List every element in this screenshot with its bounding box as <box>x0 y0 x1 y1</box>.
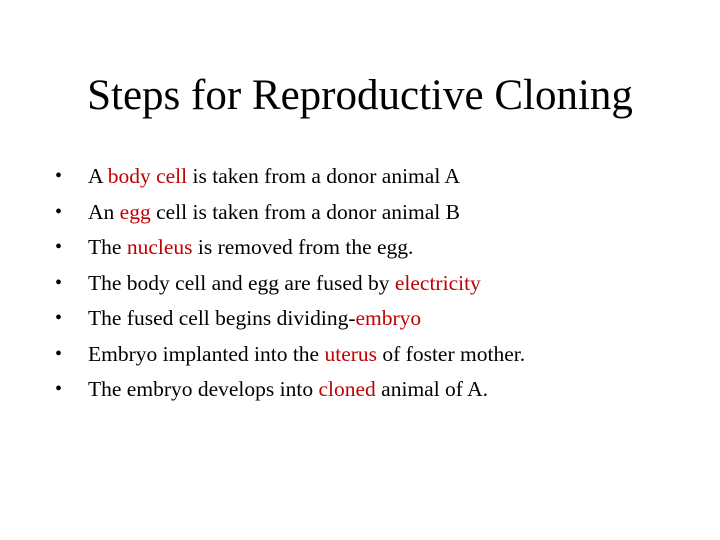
bullet-text-segment: cell is taken from a donor animal B <box>150 199 460 224</box>
highlighted-term: body cell <box>107 164 188 188</box>
bullet-text <box>88 374 488 404</box>
highlighted-term: cloned <box>318 377 376 401</box>
bullet-item <box>0 268 720 304</box>
bullet-point-icon: • <box>55 200 63 223</box>
bullet-text-segment: A <box>88 164 108 188</box>
bullet-text-segment: The body cell and egg are fused by <box>88 270 395 295</box>
bullet-text <box>88 303 421 333</box>
bullet-text <box>88 268 481 298</box>
bullet-point-icon: • <box>55 378 63 400</box>
bullet-item <box>0 303 720 339</box>
bullet-item <box>0 232 720 268</box>
bullet-item <box>0 161 720 197</box>
bullet-item <box>0 339 720 375</box>
highlighted-term: egg <box>119 199 151 224</box>
bullet-item <box>0 374 720 410</box>
bullet-text-segment: Embryo implanted into the <box>88 341 325 366</box>
bullet-text <box>88 197 460 227</box>
bullet-text-segment: is taken from a donor animal A <box>187 164 461 188</box>
bullet-text-segment: animal of A. <box>375 377 489 401</box>
bullet-list <box>0 161 720 410</box>
bullet-text-segment: The embryo develops into <box>88 377 319 401</box>
bullet-text <box>88 161 460 191</box>
highlighted-term: embryo <box>355 306 422 330</box>
bullet-text-segment: of foster mother. <box>377 341 526 366</box>
bullet-item <box>0 197 720 233</box>
highlighted-term: nucleus <box>126 235 193 259</box>
bullet-text <box>88 232 413 262</box>
bullet-point-icon: • <box>55 165 63 187</box>
bullet-point-icon: • <box>55 271 63 294</box>
bullet-text <box>88 339 525 369</box>
highlighted-term: electricity <box>394 270 481 295</box>
bullet-text-segment: The fused cell begins dividing- <box>88 306 356 330</box>
bullet-point-icon: • <box>55 342 63 365</box>
bullet-text-segment: is removed from the egg. <box>192 235 414 259</box>
bullet-text-segment: The <box>88 235 127 259</box>
bullet-text-segment: An <box>88 199 120 224</box>
bullet-point-icon: • <box>55 236 63 258</box>
highlighted-term: uterus <box>324 341 378 366</box>
slide-title: Steps for Reproductive Cloning <box>87 72 633 119</box>
bullet-point-icon: • <box>55 307 63 329</box>
